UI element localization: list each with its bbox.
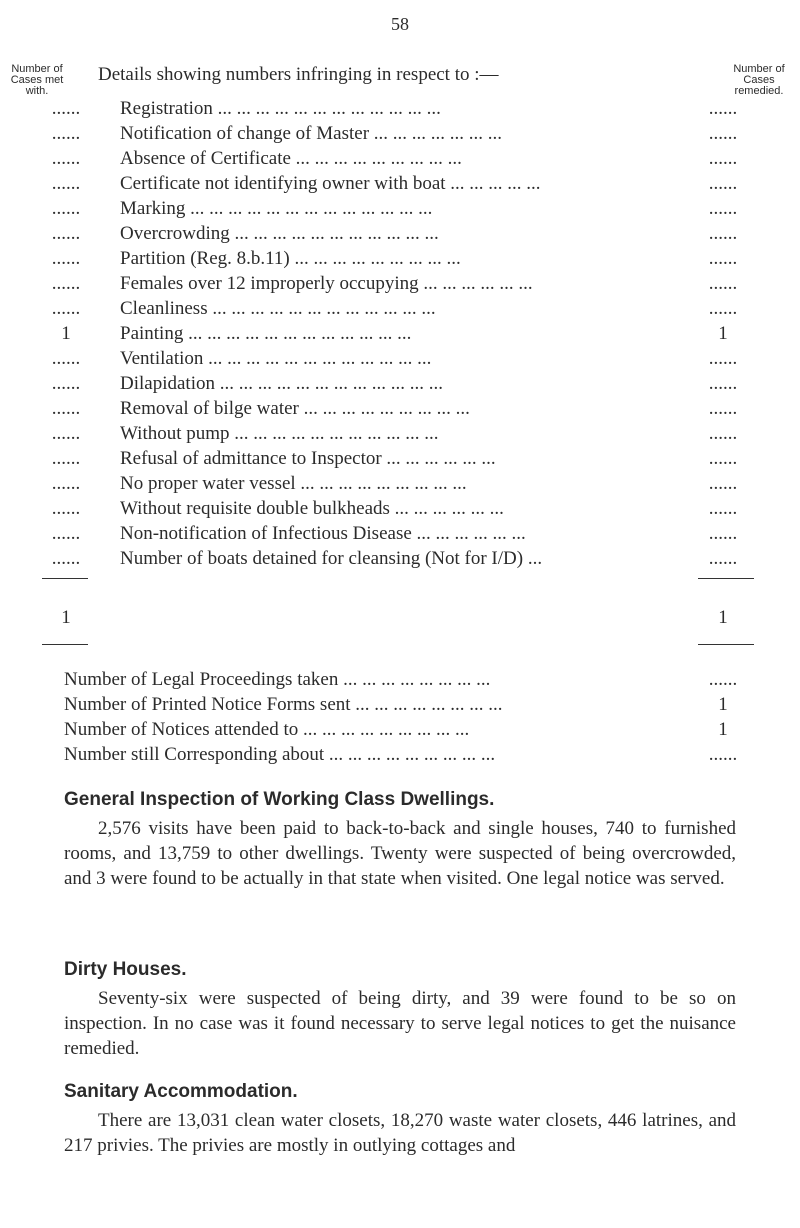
section-heading: General Inspection of Working Class Dwellings. [64, 789, 495, 810]
remedied-count: ...... [708, 548, 738, 569]
row-label: Without pump ... ... ... ... ... ... ... ... ... ... ... [120, 423, 439, 444]
row-label: No proper water vessel ... ... ... ... ... ... ... ... ... [120, 473, 467, 494]
row-label: Overcrowding ... ... ... ... ... ... ... ... ... ... ... [120, 223, 439, 244]
row-label: Painting ... ... ... ... ... ... ... ... ... ... ... ... [120, 323, 412, 344]
row-label: Marking ... ... ... ... ... ... ... ... ... ... ... ... ... [120, 198, 433, 219]
stat-value: ...... [708, 744, 738, 765]
table-row [0, 272, 800, 297]
met-count: ...... [51, 123, 81, 144]
row-label: Partition (Reg. 8.b.11) ... ... ... ... ... ... ... ... ... [120, 248, 461, 269]
stat-label: Number of Printed Notice Forms sent ... ... ... ... ... ... ... ... [64, 694, 503, 715]
remedied-count: ...... [708, 398, 738, 419]
stat-row [0, 693, 800, 718]
table-row [0, 197, 800, 222]
remedied-count: ...... [708, 373, 738, 394]
notice-stats [0, 668, 800, 768]
infringements-table [0, 97, 800, 572]
met-count: ...... [51, 348, 81, 369]
section-body: Seventy-six were suspected of being dirty, and 39 were found to be so on inspection. In no case was it found necessary to serve legal notices to get the nuisance remedied. [64, 988, 736, 1059]
met-count: ...... [51, 423, 81, 444]
stat-row [0, 718, 800, 743]
table-row [0, 422, 800, 447]
total-met: 1 [61, 607, 71, 628]
section-sanitary-accommodation [64, 1080, 736, 1158]
stat-row [0, 743, 800, 768]
table-row [0, 472, 800, 497]
remedied-count: ...... [708, 173, 738, 194]
met-count: ...... [51, 273, 81, 294]
met-count: 1 [61, 323, 71, 344]
remedied-count: ...... [708, 448, 738, 469]
remedied-count: ...... [708, 123, 738, 144]
remedied-count: ...... [708, 248, 738, 269]
met-count: ...... [51, 223, 81, 244]
met-count: ...... [51, 373, 81, 394]
row-label: Cleanliness ... ... ... ... ... ... ... ... ... ... ... ... [120, 298, 436, 319]
met-count: ...... [51, 298, 81, 319]
table-row [0, 122, 800, 147]
table-row [0, 147, 800, 172]
row-label: Non-notification of Infectious Disease ... ... ... ... ... ... [120, 523, 526, 544]
row-label: Dilapidation ... ... ... ... ... ... ... ... ... ... ... ... [120, 373, 443, 394]
row-label: Registration ... ... ... ... ... ... ... ... ... ... ... ... [120, 98, 441, 119]
row-label: Notification of change of Master ... ... ... ... ... ... ... [120, 123, 503, 144]
met-count: ...... [51, 448, 81, 469]
met-count: ...... [51, 98, 81, 119]
total-rule-right-bottom [698, 644, 754, 645]
column-header-remedied: Number of Cases remedied. [733, 63, 785, 97]
table-row [0, 372, 800, 397]
met-count: ...... [51, 498, 81, 519]
stat-label: Number still Corresponding about ... ... ... ... ... ... ... ... ... [64, 744, 496, 765]
remedied-count: ...... [708, 98, 738, 119]
row-label: Without requisite double bulkheads ... ... ... ... ... ... [120, 498, 504, 519]
remedied-count: 1 [718, 323, 728, 344]
row-label: Certificate not identifying owner with boat ... ... ... ... ... [120, 173, 541, 194]
section-heading: Dirty Houses. [64, 959, 187, 980]
met-count: ...... [51, 548, 81, 569]
remedied-count: ...... [708, 348, 738, 369]
column-header-met: Number of Cases met with. [10, 63, 64, 97]
met-count: ...... [51, 148, 81, 169]
remedied-count: ...... [708, 223, 738, 244]
table-row [0, 547, 800, 572]
table-row [0, 247, 800, 272]
total-rule-left-bottom [42, 644, 88, 645]
section-body: There are 13,031 clean water closets, 18,270 waste water closets, 446 latrines, and 217 privies. The privies are mostly in outlying cottages and [64, 1110, 736, 1156]
remedied-count: ...... [708, 523, 738, 544]
section-heading: Sanitary Accommodation. [64, 1081, 298, 1102]
stat-row [0, 668, 800, 693]
remedied-count: ...... [708, 198, 738, 219]
table-heading: Details showing numbers infringing in respect to :— [98, 64, 499, 85]
remedied-count: ...... [708, 148, 738, 169]
remedied-count: ...... [708, 498, 738, 519]
remedied-count: ...... [708, 273, 738, 294]
row-label: Absence of Certificate ... ... ... ... ... ... ... ... ... [120, 148, 462, 169]
table-row [0, 172, 800, 197]
met-count: ...... [51, 398, 81, 419]
row-label: Removal of bilge water ... ... ... ... ... ... ... ... ... [120, 398, 470, 419]
section-dirty-houses [64, 958, 736, 1061]
met-count: ...... [51, 198, 81, 219]
table-row [0, 347, 800, 372]
row-label: Females over 12 improperly occupying ... ... ... ... ... ... [120, 273, 533, 294]
stat-value: ...... [708, 669, 738, 690]
total-remedied: 1 [718, 607, 728, 628]
table-row [0, 297, 800, 322]
row-label: Ventilation ... ... ... ... ... ... ... ... ... ... ... ... [120, 348, 432, 369]
row-label: Number of boats detained for cleansing (Not for I/D) ... [120, 548, 543, 569]
table-row [0, 222, 800, 247]
page-number: 58 [391, 14, 409, 34]
stat-value: 1 [718, 694, 728, 715]
met-count: ...... [51, 173, 81, 194]
row-label: Refusal of admittance to Inspector ... ... ... ... ... ... [120, 448, 496, 469]
table-row [0, 522, 800, 547]
table-row [0, 97, 800, 122]
remedied-count: ...... [708, 298, 738, 319]
table-row [0, 497, 800, 522]
table-row [0, 322, 800, 347]
remedied-count: ...... [708, 423, 738, 444]
total-rule-left-top [42, 578, 88, 579]
met-count: ...... [51, 473, 81, 494]
table-row [0, 397, 800, 422]
total-rule-right-top [698, 578, 754, 579]
stat-label: Number of Legal Proceedings taken ... ... ... ... ... ... ... ... [64, 669, 491, 690]
section-body: 2,576 visits have been paid to back-to-back and single houses, 740 to furnished rooms, and 13,759 to other dwellings. Twenty were suspected of being overcrowded, and 3 were found to be actually in that state when visited. One legal notice was served. [64, 818, 736, 889]
remedied-count: ...... [708, 473, 738, 494]
stat-label: Number of Notices attended to ... ... ... ... ... ... ... ... ... [64, 719, 470, 740]
met-count: ...... [51, 523, 81, 544]
stat-value: 1 [718, 719, 728, 740]
met-count: ...... [51, 248, 81, 269]
section-general-inspection [64, 788, 736, 891]
table-row [0, 447, 800, 472]
